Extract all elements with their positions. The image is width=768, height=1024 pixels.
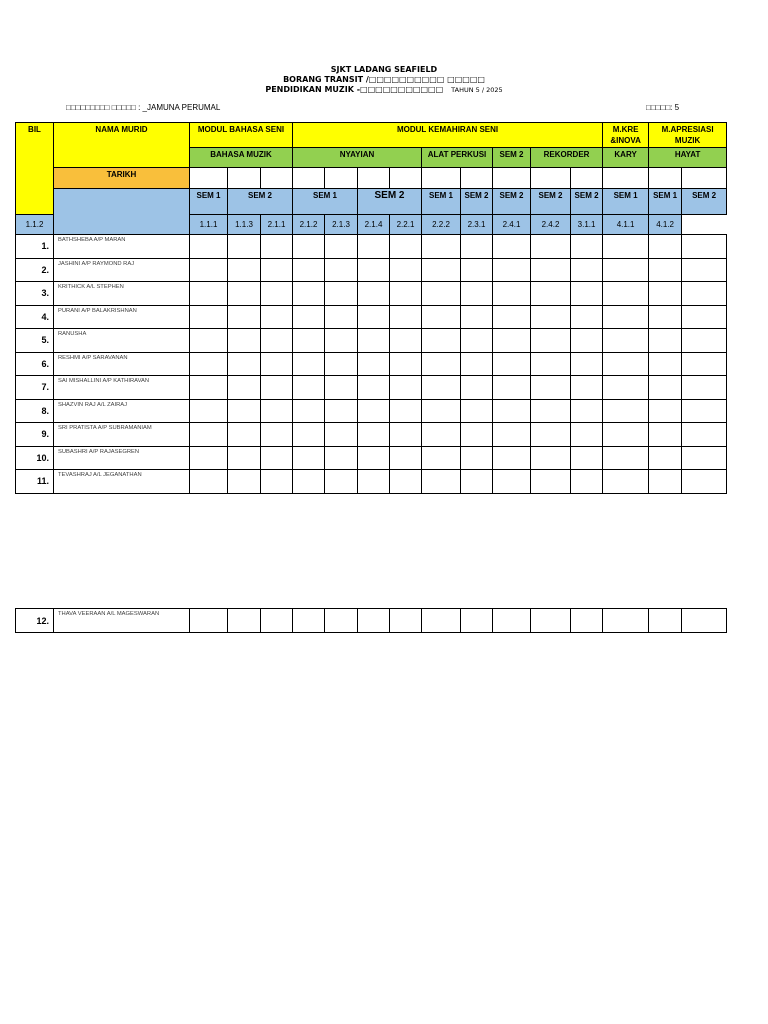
score-cell[interactable] [461, 423, 493, 447]
student-name: BATHSHEBA A/P MARAN [54, 235, 190, 259]
score-cell[interactable] [390, 352, 422, 376]
score-cell[interactable] [228, 470, 261, 494]
student-row [16, 258, 727, 282]
standard-code: 1.1.1 [190, 215, 228, 235]
score-cell[interactable] [228, 235, 261, 259]
student-row [16, 446, 727, 470]
score-cell[interactable] [358, 423, 390, 447]
score-cell[interactable] [603, 399, 649, 423]
score-cell[interactable] [531, 470, 571, 494]
score-cell[interactable] [358, 446, 390, 470]
score-cell[interactable] [190, 423, 228, 447]
score-cell[interactable] [261, 282, 293, 306]
score-cell[interactable] [531, 282, 571, 306]
score-cell[interactable] [228, 609, 261, 633]
score-cell[interactable] [603, 423, 649, 447]
header-bil: BIL [16, 123, 54, 215]
score-cell[interactable] [603, 305, 649, 329]
class-label: □□□□□: 5 [646, 103, 680, 112]
score-cell[interactable] [261, 446, 293, 470]
subheader-kary: KARY [603, 148, 649, 168]
tarikh-cell[interactable] [493, 168, 531, 189]
student-number: 4. [16, 305, 54, 329]
score-cell[interactable] [261, 609, 293, 633]
score-cell[interactable] [649, 235, 682, 259]
score-cell[interactable] [190, 258, 228, 282]
assessment-table-continued [15, 608, 727, 633]
score-cell[interactable] [390, 329, 422, 353]
score-cell[interactable] [682, 446, 727, 470]
score-cell[interactable] [190, 446, 228, 470]
sem-label: SEM 2 [531, 189, 571, 215]
student-name: SRI PRATISTA A/P SUBRAMANIAM [54, 423, 190, 447]
score-cell[interactable] [603, 282, 649, 306]
score-cell[interactable] [571, 609, 603, 633]
score-cell[interactable] [190, 376, 228, 400]
score-cell[interactable] [422, 376, 461, 400]
student-number: 12. [16, 609, 54, 633]
standard-code: 2.1.2 [293, 215, 325, 235]
score-cell[interactable] [603, 376, 649, 400]
sem-label: SEM 2 [571, 189, 603, 215]
header-modul-kemahiran-seni: MODUL KEMAHIRAN SENI [293, 123, 603, 148]
score-cell[interactable] [571, 399, 603, 423]
score-cell[interactable] [461, 609, 493, 633]
score-cell[interactable] [261, 258, 293, 282]
score-cell[interactable] [649, 258, 682, 282]
score-cell[interactable] [390, 376, 422, 400]
score-cell[interactable] [493, 235, 531, 259]
score-cell[interactable] [422, 235, 461, 259]
header-modul-apresiasi: M.APRESIASI MUZIK [649, 123, 727, 148]
score-cell[interactable] [190, 609, 228, 633]
score-cell[interactable] [190, 305, 228, 329]
standard-code: 4.1.1 [603, 215, 649, 235]
sem-label: SEM 2 [228, 189, 293, 215]
score-cell[interactable] [531, 423, 571, 447]
sem-label: SEM 1 [649, 189, 682, 215]
student-name: RANUSHA [54, 329, 190, 353]
score-cell[interactable] [422, 446, 461, 470]
score-cell[interactable] [358, 352, 390, 376]
score-cell[interactable] [603, 329, 649, 353]
student-row [16, 329, 727, 353]
score-cell[interactable] [293, 376, 325, 400]
score-cell[interactable] [461, 376, 493, 400]
score-cell[interactable] [325, 399, 358, 423]
score-cell[interactable] [682, 399, 727, 423]
score-cell[interactable] [649, 329, 682, 353]
header-tarikh: TARIKH [54, 168, 190, 189]
standard-code: 2.1.1 [261, 215, 293, 235]
score-cell[interactable] [228, 376, 261, 400]
score-cell[interactable] [261, 305, 293, 329]
score-cell[interactable] [358, 305, 390, 329]
subheader-bahasa-muzik: BAHASA MUZIK [190, 148, 293, 168]
student-row [16, 423, 727, 447]
score-cell[interactable] [461, 282, 493, 306]
score-cell[interactable] [682, 352, 727, 376]
score-cell[interactable] [461, 352, 493, 376]
score-cell[interactable] [531, 329, 571, 353]
score-cell[interactable] [603, 446, 649, 470]
score-cell[interactable] [358, 329, 390, 353]
score-cell[interactable] [422, 329, 461, 353]
year-label: TAHUN 5 / 2025 [451, 86, 503, 94]
score-cell[interactable] [603, 235, 649, 259]
standard-code: 2.2.1 [390, 215, 422, 235]
standard-code: 2.4.2 [531, 215, 571, 235]
student-name: KRITHICK A/L STEPHEN [54, 282, 190, 306]
score-cell[interactable] [603, 470, 649, 494]
score-cell[interactable] [358, 399, 390, 423]
score-cell[interactable] [649, 423, 682, 447]
tarikh-cell[interactable] [293, 168, 325, 189]
score-cell[interactable] [293, 399, 325, 423]
score-cell[interactable] [325, 329, 358, 353]
assessment-table [15, 122, 727, 494]
score-cell[interactable] [325, 423, 358, 447]
score-cell[interactable] [649, 470, 682, 494]
score-cell[interactable] [358, 609, 390, 633]
score-cell[interactable] [422, 282, 461, 306]
score-cell[interactable] [261, 423, 293, 447]
score-cell[interactable] [228, 258, 261, 282]
tarikh-cell[interactable] [325, 168, 358, 189]
score-cell[interactable] [325, 376, 358, 400]
score-cell[interactable] [682, 258, 727, 282]
score-cell[interactable] [358, 258, 390, 282]
score-cell[interactable] [461, 399, 493, 423]
score-cell[interactable] [325, 352, 358, 376]
student-number: 9. [16, 423, 54, 447]
tarikh-cell[interactable] [358, 168, 390, 189]
student-row [16, 376, 727, 400]
subheader-alat-perkusi: ALAT PERKUSI [422, 148, 493, 168]
score-cell[interactable] [293, 609, 325, 633]
sem-label: SEM 2 [493, 189, 531, 215]
score-cell[interactable] [461, 470, 493, 494]
score-cell[interactable] [461, 235, 493, 259]
tarikh-cell[interactable] [422, 168, 461, 189]
score-cell[interactable] [603, 352, 649, 376]
header-modul-bahasa-seni: MODUL BAHASA SENI [190, 123, 293, 148]
sem-label: SEM 1 [293, 189, 358, 215]
score-cell[interactable] [649, 305, 682, 329]
score-cell[interactable] [293, 470, 325, 494]
student-number: 5. [16, 329, 54, 353]
score-cell[interactable] [422, 399, 461, 423]
score-cell[interactable] [682, 329, 727, 353]
score-cell[interactable] [649, 399, 682, 423]
score-cell[interactable] [190, 470, 228, 494]
student-name: SUBASHRI A/P RAJASEGREN [54, 446, 190, 470]
score-cell[interactable] [325, 470, 358, 494]
standard-code: 2.2.2 [422, 215, 461, 235]
sem-label: SEM 2 [358, 189, 422, 215]
score-cell[interactable] [261, 352, 293, 376]
score-cell[interactable] [461, 258, 493, 282]
score-cell[interactable] [531, 258, 571, 282]
student-name: SHAZVIN RAJ A/L ZAIRAJ [54, 399, 190, 423]
score-cell[interactable] [325, 305, 358, 329]
student-name: PURANI A/P BALAKRISHNAN [54, 305, 190, 329]
tarikh-cell[interactable] [682, 168, 727, 189]
score-cell[interactable] [422, 470, 461, 494]
score-cell[interactable] [293, 423, 325, 447]
score-cell[interactable] [422, 609, 461, 633]
student-number: 3. [16, 282, 54, 306]
score-cell[interactable] [682, 609, 727, 633]
standard-code: 1.1.2 [16, 215, 54, 235]
score-cell[interactable] [390, 446, 422, 470]
sem-label: SEM 1 [603, 189, 649, 215]
score-cell[interactable] [390, 423, 422, 447]
score-cell[interactable] [390, 470, 422, 494]
score-cell[interactable] [493, 376, 531, 400]
score-cell[interactable] [228, 446, 261, 470]
score-cell[interactable] [390, 305, 422, 329]
tarikh-cell[interactable] [603, 168, 649, 189]
score-cell[interactable] [531, 446, 571, 470]
score-cell[interactable] [531, 399, 571, 423]
score-cell[interactable] [358, 235, 390, 259]
header-blank [54, 189, 190, 235]
score-cell[interactable] [531, 352, 571, 376]
student-name: RESHMI A/P SARAVANAN [54, 352, 190, 376]
score-cell[interactable] [261, 470, 293, 494]
score-cell[interactable] [190, 352, 228, 376]
score-cell[interactable] [228, 399, 261, 423]
score-cell[interactable] [190, 235, 228, 259]
sem-label: SEM 1 [422, 189, 461, 215]
score-cell[interactable] [422, 258, 461, 282]
score-cell[interactable] [682, 470, 727, 494]
score-cell[interactable] [571, 305, 603, 329]
score-cell[interactable] [422, 423, 461, 447]
score-cell[interactable] [571, 352, 603, 376]
score-cell[interactable] [190, 329, 228, 353]
header-nama-murid: NAMA MURID [54, 123, 190, 168]
score-cell[interactable] [261, 329, 293, 353]
standard-code: 3.1.1 [571, 215, 603, 235]
score-cell[interactable] [531, 305, 571, 329]
student-row [16, 282, 727, 306]
score-cell[interactable] [293, 446, 325, 470]
score-cell[interactable] [390, 258, 422, 282]
score-cell[interactable] [325, 609, 358, 633]
score-cell[interactable] [682, 235, 727, 259]
student-number: 2. [16, 258, 54, 282]
score-cell[interactable] [390, 399, 422, 423]
standard-code: 1.1.3 [228, 215, 261, 235]
score-cell[interactable] [422, 352, 461, 376]
standard-code: 2.3.1 [461, 215, 493, 235]
score-cell[interactable] [293, 329, 325, 353]
score-cell[interactable] [293, 258, 325, 282]
student-number: 11. [16, 470, 54, 494]
extra-student-rows [16, 609, 727, 633]
score-cell[interactable] [493, 305, 531, 329]
student-row [16, 609, 727, 633]
score-cell[interactable] [571, 235, 603, 259]
sem-label: SEM 1 [190, 189, 228, 215]
score-cell[interactable] [649, 376, 682, 400]
score-cell[interactable] [571, 446, 603, 470]
student-row [16, 399, 727, 423]
sem-label: SEM 2 [461, 189, 493, 215]
standard-code: 2.1.3 [325, 215, 358, 235]
score-cell[interactable] [571, 329, 603, 353]
score-cell[interactable] [461, 329, 493, 353]
score-cell[interactable] [493, 329, 531, 353]
score-cell[interactable] [293, 235, 325, 259]
student-number: 10. [16, 446, 54, 470]
score-cell[interactable] [682, 376, 727, 400]
score-cell[interactable] [493, 470, 531, 494]
score-cell[interactable] [390, 235, 422, 259]
student-row [16, 305, 727, 329]
score-cell[interactable] [228, 423, 261, 447]
score-cell[interactable] [325, 282, 358, 306]
student-row [16, 352, 727, 376]
tarikh-cell[interactable] [531, 168, 571, 189]
score-cell[interactable] [649, 609, 682, 633]
tarikh-cell[interactable] [461, 168, 493, 189]
school-name: SJKT LADANG SEAFIELD [330, 65, 438, 74]
score-cell[interactable] [190, 282, 228, 306]
score-cell[interactable] [603, 258, 649, 282]
score-cell[interactable] [461, 446, 493, 470]
score-cell[interactable] [649, 446, 682, 470]
score-cell[interactable] [531, 609, 571, 633]
score-cell[interactable] [649, 352, 682, 376]
score-cell[interactable] [261, 235, 293, 259]
standard-code: 4.1.2 [649, 215, 682, 235]
score-cell[interactable] [493, 423, 531, 447]
subheader-hayat: HAYAT [649, 148, 727, 168]
score-cell[interactable] [228, 352, 261, 376]
score-cell[interactable] [571, 282, 603, 306]
student-number: 6. [16, 352, 54, 376]
tarikh-cell[interactable] [228, 168, 261, 189]
score-cell[interactable] [493, 609, 531, 633]
form-title: BORANG TRANSIT /□□□□□□□□□□ □□□□□ [283, 75, 485, 84]
score-cell[interactable] [571, 423, 603, 447]
score-cell[interactable] [390, 609, 422, 633]
score-cell[interactable] [603, 609, 649, 633]
score-cell[interactable] [358, 376, 390, 400]
subheader-sem2: SEM 2 [493, 148, 531, 168]
score-cell[interactable] [293, 282, 325, 306]
header-modul-kreativiti: M.KRE &INOVA [603, 123, 649, 148]
score-cell[interactable] [293, 352, 325, 376]
tarikh-cell[interactable] [571, 168, 603, 189]
score-cell[interactable] [682, 282, 727, 306]
subheader-nyayian: NYAYIAN [293, 148, 422, 168]
score-cell[interactable] [493, 258, 531, 282]
score-cell[interactable] [531, 235, 571, 259]
student-rows [16, 235, 727, 494]
teacher-name: □□□□□□□□□ □□□□□ : _JAMUNA PERUMAL [66, 103, 221, 112]
score-cell[interactable] [325, 446, 358, 470]
standard-code: 2.1.4 [358, 215, 390, 235]
score-cell[interactable] [390, 282, 422, 306]
tarikh-cell[interactable] [390, 168, 422, 189]
score-cell[interactable] [682, 305, 727, 329]
tarikh-cell[interactable] [190, 168, 228, 189]
score-cell[interactable] [358, 470, 390, 494]
score-cell[interactable] [461, 305, 493, 329]
score-cell[interactable] [493, 352, 531, 376]
subheader-rekorder: REKORDER [531, 148, 603, 168]
score-cell[interactable] [358, 282, 390, 306]
score-cell[interactable] [228, 305, 261, 329]
score-cell[interactable] [228, 282, 261, 306]
student-row [16, 470, 727, 494]
student-number: 7. [16, 376, 54, 400]
student-row [16, 235, 727, 259]
score-cell[interactable] [531, 376, 571, 400]
standard-code: 2.4.1 [493, 215, 531, 235]
score-cell[interactable] [571, 258, 603, 282]
student-name: THAVA VEERAAN A/L MAGESWARAN [54, 609, 190, 633]
score-cell[interactable] [649, 282, 682, 306]
student-number: 8. [16, 399, 54, 423]
score-cell[interactable] [228, 329, 261, 353]
score-cell[interactable] [571, 376, 603, 400]
score-cell[interactable] [293, 305, 325, 329]
score-cell[interactable] [493, 282, 531, 306]
subject-line [0, 85, 768, 95]
score-cell[interactable] [190, 399, 228, 423]
score-cell[interactable] [261, 399, 293, 423]
score-cell[interactable] [422, 305, 461, 329]
score-cell[interactable] [325, 235, 358, 259]
student-number: 1. [16, 235, 54, 259]
score-cell[interactable] [493, 446, 531, 470]
student-name: JASHINI A/P RAYMOND RAJ [54, 258, 190, 282]
tarikh-cell[interactable] [649, 168, 682, 189]
score-cell[interactable] [682, 423, 727, 447]
student-name: TEVASHRAJ A/L JEGANATHAN [54, 470, 190, 494]
student-name: SAI MISHALLINI A/P KATHIRAVAN [54, 376, 190, 400]
sem-label: SEM 2 [682, 189, 727, 215]
score-cell[interactable] [571, 470, 603, 494]
score-cell[interactable] [493, 399, 531, 423]
subject-title: PENDIDIKAN MUZIK -□□□□□□□□□□□ [265, 85, 444, 94]
score-cell[interactable] [261, 376, 293, 400]
tarikh-cell[interactable] [261, 168, 293, 189]
score-cell[interactable] [325, 258, 358, 282]
